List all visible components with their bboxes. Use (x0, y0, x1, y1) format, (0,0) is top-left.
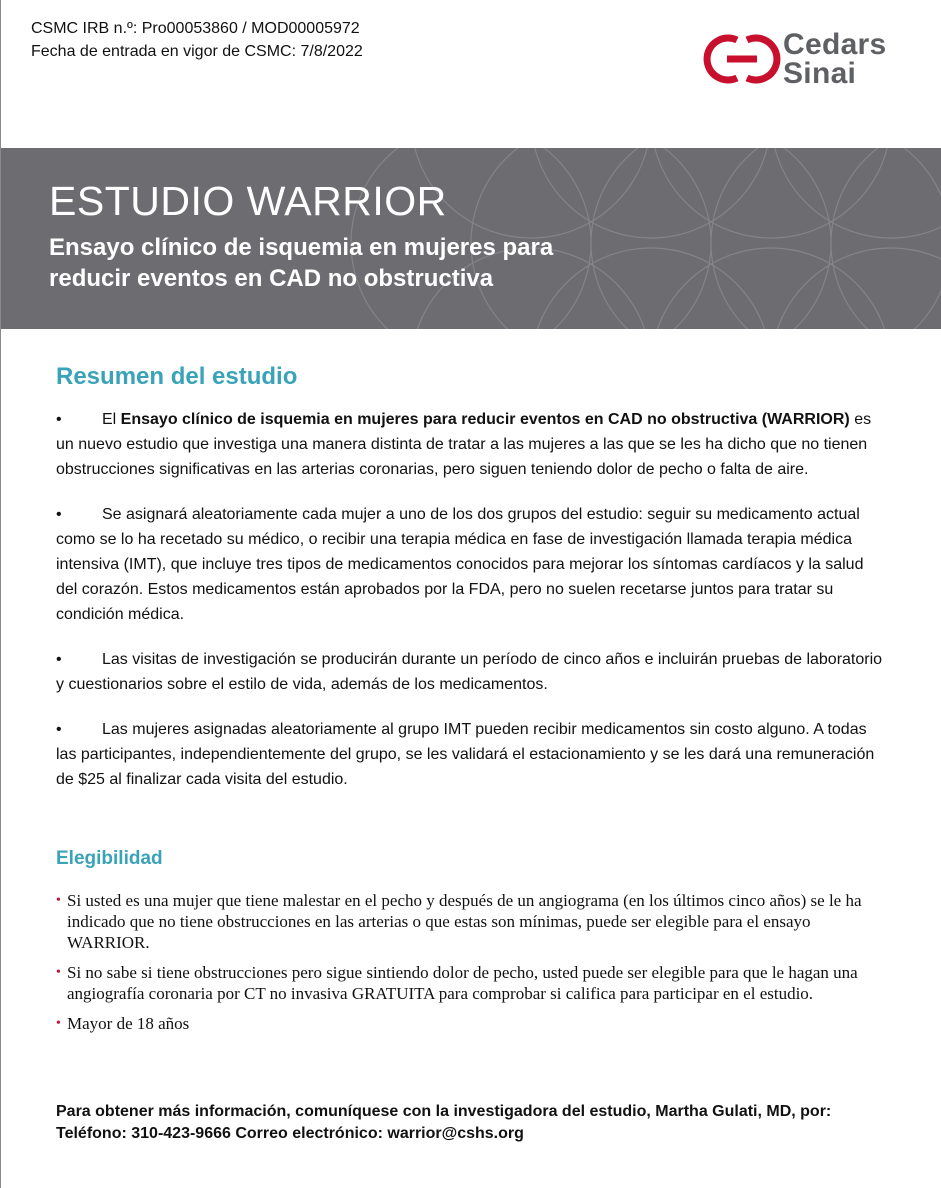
summary-item (56, 407, 886, 482)
logo-wordmark (783, 30, 887, 88)
summary-list (56, 407, 886, 812)
document-meta (31, 17, 363, 63)
title-banner (1, 148, 941, 329)
cedars-sinai-logo (703, 27, 903, 93)
eligibility-item (56, 962, 886, 1004)
subtitle-line-1: Ensayo clínico de isquemia en mujeres para (49, 234, 554, 261)
summary-item-text: Las visitas de investigación se producirán durante un período de cinco años e incluirán pruebas de laboratorio y cuestionarios sobre el estilo de vida, además de los medicamentos. (56, 651, 883, 693)
eligibility-item (56, 890, 886, 953)
summary-item-bold: Ensayo clínico de isquemia en mujeres para reducir eventos en CAD no obstructiva (WARRIOR) (120, 411, 850, 428)
effective-date: Fecha de entrada en vigor de CSMC: 7/8/2022 (31, 43, 363, 60)
eligibility-item (56, 1013, 886, 1034)
red-bullet-icon: • (56, 965, 61, 980)
subtitle-line-2: reducir eventos en CAD no obstructiva (49, 265, 494, 292)
cedars-sinai-mark-icon (703, 27, 781, 93)
summary-item (56, 717, 886, 792)
red-bullet-icon: • (56, 1016, 61, 1031)
eligibility-item-text: Mayor de 18 años (67, 1014, 190, 1033)
study-title: ESTUDIO WARRIOR (49, 178, 447, 224)
summary-item (56, 647, 886, 697)
summary-item-rest: es un nuevo estudio que investiga una manera distinta de tratar a las mujeres a las que se les ha dicho que no tienen obstrucciones significativas en las arterias coronarias, pero siguen teniendo dolor de pecho o falta de aire. (56, 411, 872, 478)
eligibility-item-text: Si usted es una mujer que tiene malestar en el pecho y después de un angiograma (en los últimos cinco años) se le ha indicado que no tiene obstrucciones en las arterias o que estas son mínimas, puede ser elegible para el ensayo WARRIOR. (67, 891, 862, 952)
contact-info: Para obtener más información, comuníquese con la investigadora del estudio, Martha Gulati, MD, por: Teléfono: 310-423-9666 Correo electrónico: warrior@cshs.org (56, 1103, 832, 1142)
summary-item-text: Las mujeres asignadas aleatoriamente al grupo IMT pueden recibir medicamentos sin costo alguno. A todas las participantes, independientemente del grupo, se les validará el estacionamiento y se les dará una remuneración de $25 al finalizar cada visita del estudio. (56, 721, 875, 788)
bullet-dot: • (56, 721, 62, 738)
bullet-dot: • (56, 506, 62, 523)
study-subtitle (49, 232, 749, 294)
summary-item-prefix: El (102, 411, 121, 428)
eligibility-heading: Elegibilidad (56, 848, 163, 869)
irb-number: CSMC IRB n.º: Pro00053860 / MOD00005972 (31, 20, 360, 37)
eligibility-list (56, 890, 886, 1043)
summary-item (56, 502, 886, 627)
summary-item-text: Se asignará aleatoriamente cada mujer a uno de los dos grupos del estudio: seguir su medicamento actual como se lo ha recetado su médico, o recibir una terapia médica en fase de investigación llamada terapia médica intensiva (IMT), que incluye tres tipos de medicamentos conocidos para mejorar los síntomas cardíacos y la salud del corazón. Estos medicamentos están aprobados por la FDA, pero no suelen recetarse juntos para tratar su condición médica. (56, 506, 864, 623)
summary-heading: Resumen del estudio (56, 363, 298, 390)
logo-line-2: Sinai (783, 57, 857, 90)
logo-line-1: Cedars (783, 28, 887, 61)
bullet-dot: • (56, 651, 62, 668)
eligibility-item-text: Si no sabe si tiene obstrucciones pero sigue sintiendo dolor de pecho, usted puede ser elegible para que le hagan una angiografía coronaria por CT no invasiva GRATUITA para comprobar si califica para participar en el estudio. (67, 963, 858, 1003)
red-bullet-icon: • (56, 893, 61, 908)
bullet-dot: • (56, 411, 62, 428)
